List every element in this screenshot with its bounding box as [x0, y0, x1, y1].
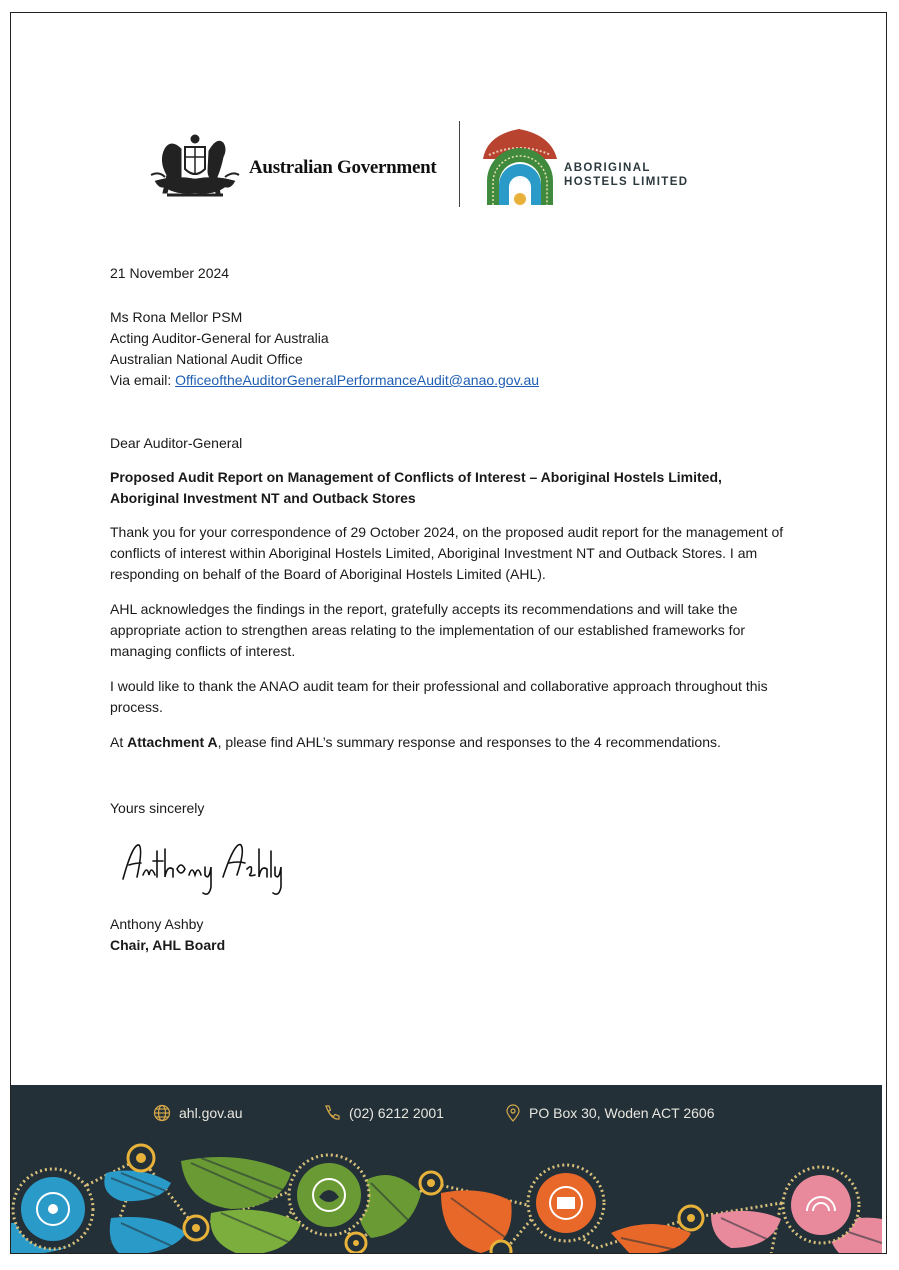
signer-title: Chair, AHL Board: [110, 937, 226, 953]
body-paragraph-1: Thank you for your correspondence of 29 October 2024, on the proposed audit report for the management of conflicts of interest within Aboriginal Hostels Limited, Aboriginal Investment NT and Outback Stores. I am responding on behalf of the Board of Aboriginal Hostels Limited (AHL).: [110, 524, 784, 582]
org-name-line2: HOSTELS LIMITED: [564, 176, 689, 188]
footer-website[interactable]: [153, 1104, 243, 1122]
recipient-title: Acting Auditor-General for Australia: [110, 330, 329, 346]
footer-banner: [11, 1085, 882, 1254]
phone-text: (02) 6212 2001: [349, 1105, 444, 1121]
australian-government-wordmark: Australian Government: [249, 157, 437, 178]
letter-subject: Proposed Audit Report on Management of Conflicts of Interest – Aboriginal Hostels Limited, Aboriginal Investment NT and Outback Stores: [110, 469, 722, 506]
postal-text: PO Box 30, Woden ACT 2606: [529, 1105, 715, 1121]
recipient-name: Ms Rona Mellor PSM: [110, 309, 243, 325]
recipient-office: Australian National Audit Office: [110, 351, 303, 367]
closing: Yours sincerely: [110, 800, 205, 816]
attachment-prefix: At: [110, 734, 128, 750]
location-pin-icon: [505, 1104, 521, 1122]
attachment-reference: Attachment A: [127, 734, 218, 750]
org-name-line1: ABORIGINAL: [564, 162, 651, 174]
recipient-address: [110, 307, 539, 391]
email-prefix: Via email:: [110, 372, 176, 388]
handwritten-signature: [119, 839, 289, 897]
aboriginal-hostels-logo: [479, 125, 561, 205]
recipient-email-link[interactable]: OfficeoftheAuditorGeneralPerformanceAudit@anao.gov.au: [175, 372, 540, 388]
body-paragraph-3: I would like to thank the ANAO audit team for their professional and collaborative approach throughout this process.: [110, 678, 768, 715]
recipient-email-line: [110, 370, 539, 391]
website-text: ahl.gov.au: [179, 1105, 243, 1121]
globe-icon: [153, 1104, 171, 1122]
salutation: Dear Auditor-General: [110, 435, 243, 451]
phone-icon: [323, 1104, 341, 1122]
coat-of-arms-logo: [147, 129, 243, 211]
letter-date: 21 November 2024: [110, 265, 230, 281]
attachment-suffix: , please find AHL’s summary response and responses to the 4 recommendations.: [217, 734, 721, 750]
letter-page: [10, 12, 887, 1254]
aboriginal-artwork-banner: [11, 1123, 882, 1254]
footer-postal-address: [505, 1104, 715, 1122]
aboriginal-hostels-wordmark: [564, 161, 689, 189]
logo-divider: [459, 121, 460, 207]
body-paragraph-2: AHL acknowledges the findings in the report, gratefully accepts its recommendations and will take the appropriate action to strengthen areas relating to the implementation of our established frameworks for managing conflicts of interest.: [110, 601, 746, 659]
signer-name: Anthony Ashby: [110, 916, 204, 932]
footer-phone[interactable]: [323, 1104, 444, 1122]
body-paragraph-4: [110, 732, 800, 753]
